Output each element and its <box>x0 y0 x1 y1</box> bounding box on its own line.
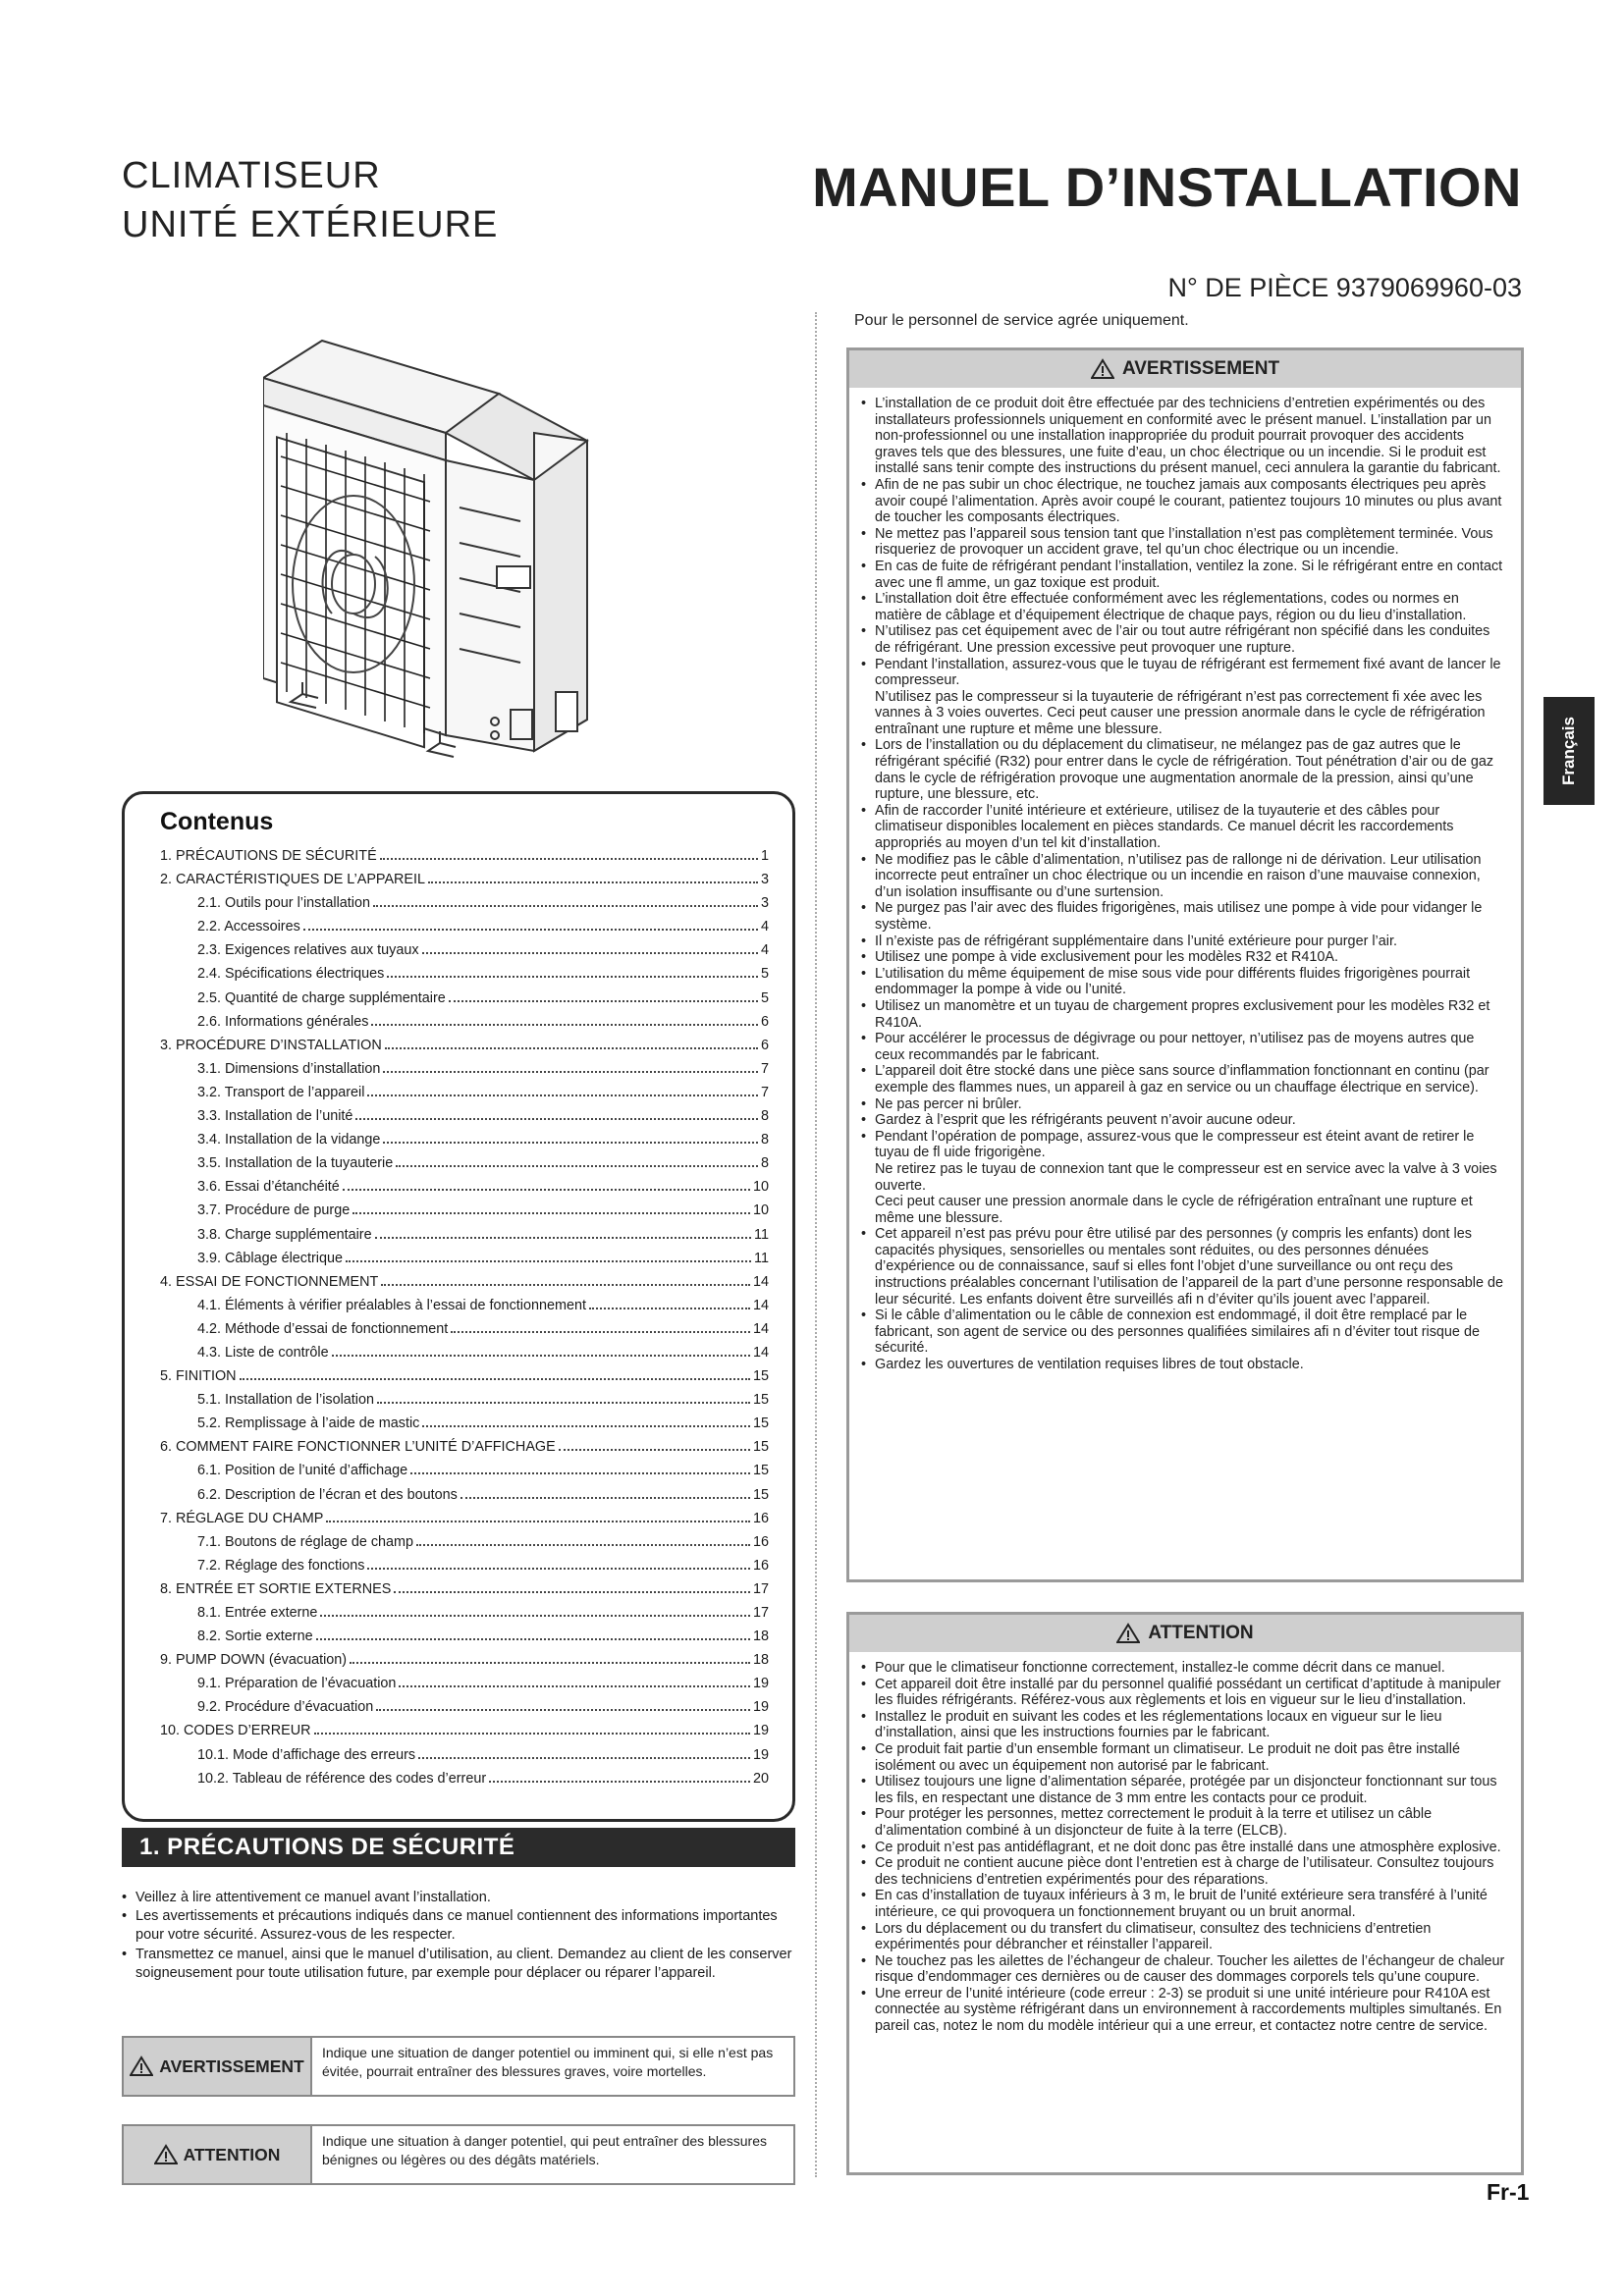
caution-item: • Ce produit n’est pas antidéflagrant, et ne doit donc pas être installé dans une atmosphère explosive. <box>861 1840 1507 1856</box>
page-number: Fr-1 <box>1487 2179 1530 2205</box>
toc-entry-page: 19 <box>752 1676 769 1692</box>
caution-item: • En cas d’installation de tuyaux inférieurs à 3 m, le bruit de l’unité extérieure sera transféré à l’unité intérieure, ce qui provoquera un fonctionnement bruyant ou un bruit anormal. <box>861 1888 1507 1920</box>
toc-entry <box>160 1034 769 1057</box>
caution-item: • Utilisez toujours une ligne d’alimentation séparée, protégée par un disjoncteur fonctionnant sur tous les fils, en respectant une distance de 3 mm entre les contacts pour ce produit. <box>861 1774 1507 1806</box>
toc-entry <box>160 1530 769 1554</box>
caution-item: • Ce produit ne contient aucune pièce dont l’entretien est à charge de l’utilisateur. Consultez toujours des techniciens d’entretien expérimentés pour des réparations. <box>861 1855 1507 1888</box>
toc-entry <box>160 1341 769 1364</box>
warning-list <box>849 388 1521 1379</box>
caution-item: • Cet appareil doit être installé par du personnel qualifié possédant un certificat d’aptitude à manipuler les fluides réfrigérants. Référez-vous aux règlements et lois en vigueur sur le lieu d’installation. <box>861 1677 1507 1709</box>
warning-item: • Utilisez une pompe à vide exclusivement pour les modèles R32 et R410A. <box>861 949 1507 966</box>
toc-entry-page: 17 <box>752 1605 769 1621</box>
toc-leader-dots <box>355 1118 758 1120</box>
legend-caution-head <box>124 2126 312 2183</box>
toc-entry-page: 16 <box>752 1557 769 1574</box>
toc-entry-label: 4. ESSAI DE FONCTIONNEMENT <box>160 1273 379 1290</box>
toc-entry-label: 3.5. Installation de la tuyauterie <box>197 1155 394 1172</box>
toc-entry-page: 8 <box>760 1155 769 1172</box>
warning-item: • Si le câble d’alimentation ou le câble de connexion est endommagé, il doit être remplacé par le fabricant, son agent de service ou des personnes qualifiées similaires afi n d’éviter tout risque de sécurité. <box>861 1308 1507 1357</box>
toc-entry <box>160 1151 769 1175</box>
toc-entry-page: 16 <box>752 1510 769 1526</box>
toc-entry <box>160 1270 769 1294</box>
toc-entry <box>160 1695 769 1719</box>
toc-entry-page: 19 <box>752 1699 769 1716</box>
toc-entry-page: 16 <box>752 1533 769 1550</box>
toc-entry <box>160 1672 769 1695</box>
toc-entry-page: 15 <box>752 1463 769 1479</box>
toc-entry-page: 14 <box>752 1320 769 1337</box>
toc-entry <box>160 1719 769 1742</box>
warning-item: • Pendant l’installation, assurez-vous que le tuyau de réfrigérant est fermement fixé avant de lancer le compresseur. N’utilisez pas le compresseur si la tuyauterie de réfrigérant n’est pas correctement fi xée avec les vannes à 3 voies ouvertes. Ceci peut causer une pression anormale dans le cycle de réfrigération entraînant une rupture et même une blessure. <box>861 657 1507 738</box>
toc-entry-page: 15 <box>752 1486 769 1503</box>
warning-triangle-icon <box>154 2144 178 2165</box>
warning-item: • Afin de ne pas subir un choc électrique, ne touchez jamais aux composants électriques peu après avoir coupé l’alimentation. Après avoir coupé le courant, patientez toujours 10 minutes ou plus avant de toucher les composants électriques. <box>861 477 1507 526</box>
toc-leader-dots <box>380 858 758 860</box>
intro-item: • Transmettez ce manuel, ainsi que le manuel d’utilisation, au client. Demandez au client de les conserver soigneusement pour toute utilisation future, par exemple pour déplacer ou réparer l’appareil. <box>122 1946 795 1983</box>
toc-entry-label: 3.9. Câblage électrique <box>197 1250 344 1266</box>
caution-item: • Une erreur de l’unité intérieure (code erreur : 2-3) se produit si une unité intérieure pour R410A est connectée au système réfrigérant dans un environnement à raccordements multiples simultanés. En pareil cas, notez le nom du modèle intérieur qui a une erreur, et contactez notre centre de service. <box>861 1986 1507 2035</box>
toc-entry-page: 4 <box>760 919 769 935</box>
toc-entry-page: 3 <box>760 872 769 888</box>
warning-item: • Ne purgez pas l’air avec des fluides frigorigènes, mais utilisez une pompe à vide pour vidanger le système. <box>861 900 1507 933</box>
toc-leader-dots <box>381 1284 750 1286</box>
toc-entry-label: 3.7. Procédure de purge <box>197 1202 351 1219</box>
toc-entry-label: 2.5. Quantité de charge supplémentaire <box>197 989 446 1006</box>
toc-entry-page: 15 <box>752 1392 769 1409</box>
document-title: MANUEL D’INSTALLATION <box>812 156 1522 218</box>
toc-entry-label: 3.3. Installation de l’unité <box>197 1108 353 1125</box>
toc-entry-label: 2.1. Outils pour l’installation <box>197 895 370 912</box>
toc-entry-label: 4.1. Éléments à vérifier préalables à l’essai de fonctionnement <box>197 1297 586 1313</box>
toc-entry <box>160 1081 769 1104</box>
toc-entry <box>160 1483 769 1507</box>
toc-entry <box>160 1104 769 1128</box>
toc-leader-dots <box>589 1308 750 1309</box>
caution-item: • Installez le produit en suivant les codes et les réglementations locaux en vigueur sur le lieu d’installation, ainsi que les instructions fournies par le fabricant. <box>861 1709 1507 1741</box>
toc-leader-dots <box>489 1781 750 1783</box>
toc-leader-dots <box>449 1000 758 1002</box>
toc-entry <box>160 1317 769 1341</box>
toc-entry-page: 6 <box>760 1037 769 1053</box>
toc-leader-dots <box>367 1095 758 1096</box>
warning-item: • L’appareil doit être stocké dans une pièce sans source d’inflammation fonctionnant en continu (par exemple des flammes nues, un appareil à gaz en service ou un chauffage électrique en service). <box>861 1063 1507 1095</box>
toc-leader-dots <box>422 1425 750 1427</box>
toc-entry-label: 6.1. Position de l’unité d’affichage <box>197 1463 408 1479</box>
warning-item: • L’installation doit être effectuée conformément avec les réglementations, codes ou normes en matière de câblage et d’équipement électrique de chaque pays, région ou du lieu d’installation. <box>861 591 1507 623</box>
toc-entry-page: 11 <box>754 1226 769 1243</box>
toc-leader-dots <box>352 1212 750 1214</box>
toc-entry-label: 7. RÉGLAGE DU CHAMP <box>160 1510 324 1526</box>
product-line-1: CLIMATISEUR <box>122 155 381 196</box>
toc-leader-dots <box>460 1497 750 1499</box>
warning-item: • Utilisez un manomètre et un tuyau de chargement propres exclusivement pour les modèles R32 et R410A. <box>861 998 1507 1031</box>
caution-box <box>846 1612 1524 2175</box>
warning-item: • Lors de l’installation ou du déplacement du climatiseur, ne mélangez pas de gaz autres que le réfrigérant spécifié (R32) pour entrer dans le cycle de réfrigération. Tout pénétration d’air ou de gaz dans le cycle de réfrigération provoque une augmentation anormale de la pression, ainsi qu’une rupture, une blessure, etc. <box>861 737 1507 802</box>
toc-entry <box>160 1743 769 1767</box>
caution-item: • Lors du déplacement ou du transfert du climatiseur, consultez des techniciens d’entretien expérimentés pour débrancher et réinstaller l’appareil. <box>861 1921 1507 1953</box>
toc-entry <box>160 1388 769 1412</box>
toc-leader-dots <box>428 881 758 883</box>
toc-entry-label: 2. CARACTÉRISTIQUES DE L’APPAREIL <box>160 872 426 888</box>
toc-entry <box>160 1577 769 1601</box>
toc-leader-dots <box>316 1638 750 1640</box>
toc-entry-label: 3.4. Installation de la vidange <box>197 1132 381 1148</box>
toc-leader-dots <box>383 1142 758 1144</box>
warning-box-header <box>849 350 1521 388</box>
caution-item: • Ne touchez pas les ailettes de l’échangeur de chaleur. Toucher les ailettes de l’échangeur de chaleur risque d’endommager ces dernières ou de causer des dommages corporels tels qu’une coupure. <box>861 1953 1507 1986</box>
toc-entry <box>160 1199 769 1222</box>
toc-entry-page: 11 <box>754 1250 769 1266</box>
toc-entry <box>160 1412 769 1435</box>
legend-warning-label: AVERTISSEMENT <box>159 2056 304 2076</box>
toc-entry-label: 3.1. Dimensions d’installation <box>197 1060 381 1077</box>
caution-box-header <box>849 1615 1521 1652</box>
toc-entry-label: 4.3. Liste de contrôle <box>197 1344 329 1361</box>
section-heading: 1. PRÉCAUTIONS DE SÉCURITÉ <box>122 1828 795 1867</box>
caution-list <box>849 1652 1521 2041</box>
legend-caution-text: Indique une situation à danger potentiel, qui peut entraîner des blessures bénignes ou légères ou des dégâts matériels. <box>322 2133 767 2167</box>
toc-entry-page: 17 <box>752 1580 769 1597</box>
column-divider <box>815 312 817 2177</box>
warning-box <box>846 347 1524 1582</box>
warning-item: • L’installation de ce produit doit être effectuée par des techniciens d’entretien expérimentés ou des installateurs professionnels uniquement en conformité avec le présent manuel. L’installation par un non-professionnel ou une installation inappropriée du produit pourrait provoquer des accidents graves tels que des blessures, une fuite d’eau, un choc électrique ou un incendie. Si le produit est installé sans tenir compte des instructions du présent manuel, ceci annulera la garantie du fabricant. <box>861 396 1507 477</box>
toc-leader-dots <box>387 976 758 978</box>
toc-entry-label: 7.2. Réglage des fonctions <box>197 1557 365 1574</box>
toc-leader-dots <box>396 1165 758 1167</box>
toc-entry <box>160 1648 769 1672</box>
toc-entry <box>160 1175 769 1199</box>
legend-warning-text: Indique une situation de danger potentiel ou imminent qui, si elle n’est pas évitée, pourrait entraîner des blessures graves, voire mortelles. <box>322 2045 774 2079</box>
toc-entry-label: 1. PRÉCAUTIONS DE SÉCURITÉ <box>160 848 377 864</box>
legend-caution <box>122 2124 795 2185</box>
toc-entry-page: 6 <box>760 1013 769 1030</box>
toc-leader-dots <box>377 1402 750 1404</box>
legend-warning <box>122 2036 795 2097</box>
toc-entry <box>160 1247 769 1270</box>
legend-warning-head <box>124 2038 312 2095</box>
toc-entry-label: 3.8. Charge supplémentaire <box>197 1226 372 1243</box>
toc-leader-dots <box>375 1237 751 1239</box>
toc-entry-label: 6. COMMENT FAIRE FONCTIONNER L’UNITÉ D’AFFICHAGE <box>160 1439 556 1456</box>
toc-leader-dots <box>320 1615 750 1617</box>
warning-box-title: AVERTISSEMENT <box>1121 358 1280 379</box>
toc-entry-label: 5.1. Installation de l’isolation <box>197 1392 374 1409</box>
toc-entry <box>160 844 769 868</box>
toc-leader-dots <box>332 1355 750 1357</box>
warning-item: • Ne pas percer ni brûler. <box>861 1096 1507 1113</box>
warning-triangle-icon <box>1116 1623 1140 1644</box>
toc-leader-dots <box>314 1733 750 1735</box>
toc-entry <box>160 915 769 938</box>
toc-leader-dots <box>394 1591 750 1593</box>
toc-entry-label: 6.2. Description de l’écran et des boutons <box>197 1486 458 1503</box>
warning-triangle-icon <box>130 2056 153 2077</box>
warning-item: • Afin de raccorder l’unité intérieure et extérieure, utilisez de la tuyauterie et des câbles pour climatiseur disponibles localement en pièces standards. Ce manuel décrit les raccordements appropriés au moyen d’un tel kit d’installation. <box>861 803 1507 852</box>
caution-item: • Ce produit fait partie d’un ensemble formant un climatiseur. Le produit ne doit pas être installé isolément ou avec un équipement non autorisé par le fabricant. <box>861 1741 1507 1774</box>
toc-entry-page: 15 <box>752 1415 769 1432</box>
toc-entry-label: 10.1. Mode d’affichage des erreurs <box>197 1746 416 1763</box>
warning-item: • Il n’existe pas de réfrigérant supplémentaire dans l’unité extérieure pour purger l’air. <box>861 934 1507 950</box>
toc-entry <box>160 1459 769 1482</box>
toc-entry-page: 19 <box>752 1723 769 1739</box>
toc-entry-page: 20 <box>752 1770 769 1787</box>
toc-entry <box>160 1554 769 1577</box>
toc-entry <box>160 1507 769 1530</box>
toc-entry-label: 2.2. Accessoires <box>197 919 300 935</box>
toc-entry <box>160 1435 769 1459</box>
warning-item: • Gardez les ouvertures de ventilation requises libres de tout obstacle. <box>861 1357 1507 1373</box>
toc-entry-page: 14 <box>752 1344 769 1361</box>
toc-leader-dots <box>240 1378 750 1380</box>
toc-entry-label: 8.2. Sortie externe <box>197 1629 313 1645</box>
toc-entry-label: 4.2. Méthode d’essai de fonctionnement <box>197 1320 449 1337</box>
toc-list <box>160 844 769 1790</box>
intro-item: • Veillez à lire attentivement ce manuel avant l’installation. <box>122 1889 795 1907</box>
caution-box-title: ATTENTION <box>1148 1623 1254 1643</box>
toc-entry-label: 10. CODES D’ERREUR <box>160 1723 311 1739</box>
toc-leader-dots <box>416 1544 750 1546</box>
toc-entry-label: 3.2. Transport de l’appareil <box>197 1084 365 1100</box>
toc-entry <box>160 868 769 891</box>
warning-item: • Ne mettez pas l’appareil sous tension tant que l’installation n’est pas complètement terminée. Vous risqueriez de provoquer un accident grave, tel qu’un choc électrique ou un incendie. <box>861 526 1507 559</box>
toc-entry-label: 3. PROCÉDURE D’INSTALLATION <box>160 1037 382 1053</box>
warning-item: • En cas de fuite de réfrigérant pendant l’installation, ventilez la zone. Si le réfrigérant entre en contact avec une fl amme, un gaz toxique est produit. <box>861 559 1507 591</box>
toc-entry <box>160 987 769 1010</box>
toc-entry-label: 10.2. Tableau de référence des codes d’erreur <box>197 1770 487 1787</box>
part-number: N° DE PIÈCE 9379069960-03 <box>1167 273 1522 302</box>
toc-entry <box>160 1057 769 1081</box>
toc-entry <box>160 1767 769 1790</box>
warning-item: • L’utilisation du même équipement de mise sous vide pour différents fluides frigorigènes pourrait endommager la pompe à vide ou l’unité. <box>861 966 1507 998</box>
toc-leader-dots <box>410 1472 750 1474</box>
toc-leader-dots <box>399 1685 750 1687</box>
warning-item: • Gardez à l’esprit que les réfrigérants peuvent n’avoir aucune odeur. <box>861 1112 1507 1129</box>
toc-leader-dots <box>422 952 758 954</box>
toc-leader-dots <box>559 1449 750 1451</box>
outdoor-unit-illustration <box>263 339 636 780</box>
table-of-contents <box>122 791 795 1822</box>
toc-entry <box>160 962 769 986</box>
warning-item: • Ne modifiez pas le câble d’alimentation, n’utilisez pas de rallonge ni de dérivation. Leur utilisation incorrecte peut entraîner un choc électrique ou un incendie en raison d’une mauvaise connexion, d’un isolation insuffisante ou d’une surtension. <box>861 852 1507 901</box>
toc-entry-page: 8 <box>760 1132 769 1148</box>
toc-leader-dots <box>343 1189 750 1191</box>
toc-entry-page: 15 <box>752 1368 769 1385</box>
toc-entry-label: 5.2. Remplissage à l’aide de mastic <box>197 1415 420 1432</box>
toc-leader-dots <box>383 1071 758 1073</box>
toc-entry <box>160 1010 769 1034</box>
toc-entry <box>160 938 769 962</box>
product-line-2: UNITÉ EXTÉRIEURE <box>122 204 499 245</box>
intro-item: • Les avertissements et précautions indiqués dans ce manuel contiennent des informations importantes pour votre sécurité. Assurez-vous de les respecter. <box>122 1907 795 1945</box>
caution-item: • Pour protéger les personnes, mettez correctement le produit à la terre et utilisez un câble d’alimentation combiné à un disjoncteur de fuite à la terre (ELCB). <box>861 1806 1507 1839</box>
toc-entry-page: 10 <box>752 1179 769 1196</box>
service-note: Pour le personnel de service agrée uniquement. <box>854 312 1189 329</box>
toc-entry <box>160 1625 769 1648</box>
warning-item: • Pour accélérer le processus de dégivrage ou pour nettoyer, n’utilisez pas de moyens autres que ceux recommandés par le fabricant. <box>861 1031 1507 1063</box>
toc-entry-page: 19 <box>752 1746 769 1763</box>
intro-list <box>122 1889 795 1983</box>
toc-leader-dots <box>350 1662 750 1664</box>
caution-item: • Pour que le climatiseur fonctionne correctement, installez-le comme décrit dans ce manuel. <box>861 1660 1507 1677</box>
toc-entry-page: 14 <box>752 1273 769 1290</box>
toc-entry-page: 18 <box>752 1629 769 1645</box>
warning-item: • Cet appareil n’est pas prévu pour être utilisé par des personnes (y compris les enfants) dont les capacités physiques, sensorielles ou mentales sont réduites, ou des personnes dénuées d’expérience ou de connaissance, sauf si elles font l’objet d’une surveillance ou ont reçu des instructions préalables concernant l’utilisation de l’appareil de la part d’une personne responsable de leur sécurité. Les enfants doivent être surveillés afi n d’éviter qu’ils jouent avec l’appareil. <box>861 1226 1507 1308</box>
toc-entry-label: 2.4. Spécifications électriques <box>197 966 385 983</box>
toc-title: Contenus <box>160 808 274 835</box>
language-tab-label: Français <box>1559 717 1578 785</box>
toc-entry-page: 3 <box>760 895 769 912</box>
toc-entry <box>160 1223 769 1247</box>
toc-entry-label: 9.2. Procédure d’évacuation <box>197 1699 374 1716</box>
legend-caution-label: ATTENTION <box>183 2144 281 2164</box>
toc-leader-dots <box>346 1260 751 1262</box>
toc-leader-dots <box>326 1521 750 1522</box>
toc-entry-page: 14 <box>752 1297 769 1313</box>
warning-item: • Pendant l’opération de pompage, assurez-vous que le compresseur est éteint avant de retirer le tuyau de fl uide frigorigène. Ne retirez pas le tuyau de connexion tant que le compresseur est en service avec la valve à 3 voies ouverte. Ceci peut causer une pression anormale dans le cycle de réfrigération entraînant une rupture et même une blessure. <box>861 1129 1507 1227</box>
toc-entry-page: 18 <box>752 1652 769 1669</box>
toc-entry-label: 8. ENTRÉE ET SORTIE EXTERNES <box>160 1580 392 1597</box>
toc-entry-page: 7 <box>760 1084 769 1100</box>
toc-entry-page: 15 <box>752 1439 769 1456</box>
toc-leader-dots <box>385 1047 758 1049</box>
toc-entry-label: 2.3. Exigences relatives aux tuyaux <box>197 942 419 959</box>
toc-entry-page: 8 <box>760 1108 769 1125</box>
toc-entry-page: 7 <box>760 1060 769 1077</box>
toc-entry-page: 1 <box>760 848 769 864</box>
toc-leader-dots <box>376 1709 750 1711</box>
toc-entry <box>160 1294 769 1317</box>
toc-entry-label: 5. FINITION <box>160 1368 237 1385</box>
toc-entry-label: 7.1. Boutons de réglage de champ <box>197 1533 414 1550</box>
toc-leader-dots <box>418 1757 750 1759</box>
toc-entry <box>160 1128 769 1151</box>
toc-leader-dots <box>373 905 758 907</box>
language-tab <box>1543 697 1595 805</box>
toc-entry-page: 5 <box>760 989 769 1006</box>
toc-leader-dots <box>371 1024 758 1026</box>
toc-entry-page: 5 <box>760 966 769 983</box>
toc-entry-label: 3.6. Essai d’étanchéité <box>197 1179 340 1196</box>
toc-entry-label: 8.1. Entrée externe <box>197 1605 318 1621</box>
warning-triangle-icon <box>1091 358 1114 380</box>
toc-entry <box>160 1601 769 1625</box>
toc-entry-page: 4 <box>760 942 769 959</box>
toc-entry-label: 9.1. Préparation de l’évacuation <box>197 1676 397 1692</box>
warning-item: • N’utilisez pas cet équipement avec de l’air ou tout autre réfrigérant non spécifié dans les conduites de réfrigérant. Une pression excessive peut provoquer une rupture. <box>861 623 1507 656</box>
toc-leader-dots <box>367 1568 750 1570</box>
toc-leader-dots <box>303 929 758 931</box>
toc-entry-label: 9. PUMP DOWN (évacuation) <box>160 1652 348 1669</box>
toc-entry-page: 10 <box>752 1202 769 1219</box>
toc-entry-label: 2.6. Informations générales <box>197 1013 369 1030</box>
toc-entry <box>160 1364 769 1388</box>
toc-leader-dots <box>451 1331 750 1333</box>
toc-entry <box>160 891 769 915</box>
